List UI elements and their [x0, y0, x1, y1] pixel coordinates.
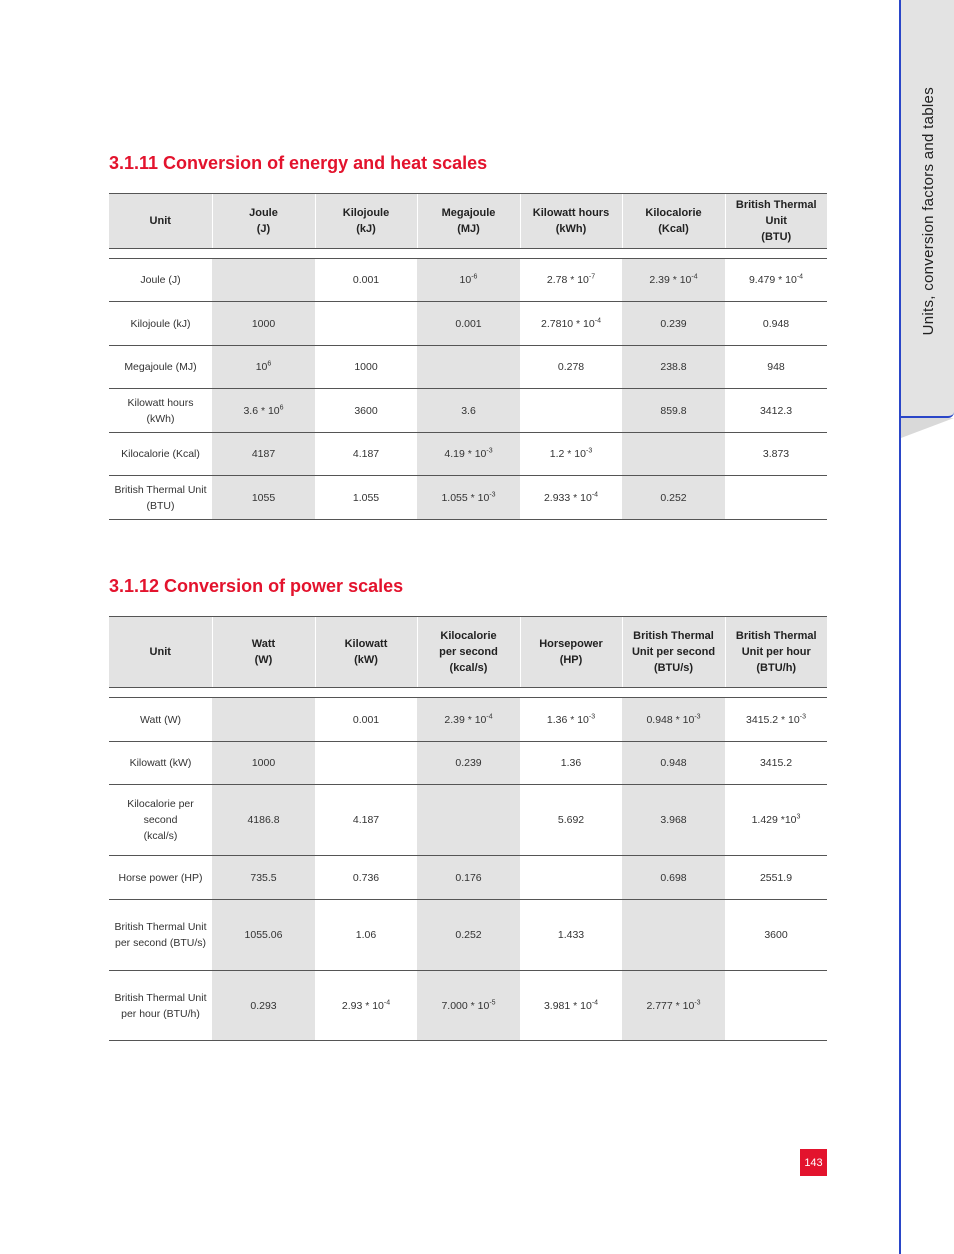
cell-text: 2551.9: [759, 871, 793, 884]
value-cell: [520, 971, 622, 1041]
value-cell: [417, 476, 520, 520]
value-cell: [622, 433, 725, 476]
exponent: -7: [588, 273, 596, 281]
cell-text: 735.5: [250, 871, 277, 884]
energy-header-5: Kilocalorie (Kcal): [622, 194, 725, 249]
energy-table-body: [109, 249, 827, 520]
cell-text: 0.278: [557, 361, 585, 373]
cell-text: 1.055: [352, 491, 380, 504]
value-cell: [315, 389, 417, 433]
cell-text: 0.293: [250, 999, 277, 1012]
cell-text: 2.7810 * 10: [541, 317, 595, 330]
value-cell: [622, 259, 725, 302]
cell-text: 4187: [251, 448, 276, 460]
table-row: [109, 698, 827, 742]
cell-text: Kilocalorie per second (kcal/s): [127, 798, 194, 842]
value-cell: [417, 346, 520, 389]
side-tab-shadow: [901, 418, 954, 438]
exponent: -5: [489, 999, 496, 1006]
energy-header-row: [109, 194, 827, 249]
exponent: -3: [799, 713, 806, 720]
value-cell: [417, 785, 520, 856]
table-row: [109, 389, 827, 433]
value-cell: [520, 698, 622, 742]
value-cell: [725, 971, 827, 1041]
power-header-6: British Thermal Unit per hour (BTU/h): [725, 617, 827, 688]
value-cell: [315, 476, 417, 520]
value-cell: [520, 433, 622, 476]
value-cell: [622, 476, 725, 520]
value-cell: [520, 259, 622, 302]
cell-text: Kilocalorie (Kcal): [121, 448, 200, 460]
value-cell: [417, 856, 520, 900]
energy-header-2: Kilojoule (kJ): [315, 194, 417, 249]
value-cell: [520, 742, 622, 785]
value-cell: [212, 389, 315, 433]
value-cell: [315, 259, 417, 302]
value-cell: [725, 302, 827, 346]
row-label-cell: [109, 346, 212, 389]
cell-text: 1000: [251, 317, 276, 330]
row-label-cell: [109, 856, 212, 900]
table-row: [109, 259, 827, 302]
cell-text: 3415.2: [759, 757, 793, 769]
exponent: 6: [279, 404, 284, 411]
value-cell: [520, 389, 622, 433]
cell-text: 4.19 * 10: [444, 448, 487, 460]
cell-text: 3.6 * 10: [243, 404, 280, 417]
power-table-body: [109, 688, 827, 1041]
cell-text: 1.429 *10: [751, 814, 797, 826]
power-header-4: Horsepower (HP): [520, 617, 622, 688]
row-label-cell: [109, 389, 212, 433]
cell-text: 10: [459, 274, 472, 286]
cell-text: Kilowatt hours (kWh): [127, 396, 194, 425]
value-cell: [622, 302, 725, 346]
value-cell: [725, 433, 827, 476]
value-cell: [315, 856, 417, 900]
value-cell: [622, 900, 725, 971]
value-cell: [725, 785, 827, 856]
value-cell: [622, 856, 725, 900]
value-cell: [622, 346, 725, 389]
value-cell: [212, 259, 315, 302]
cell-text: 3.981 * 10: [543, 999, 592, 1012]
power-spacer-row: [109, 688, 827, 698]
exponent: -4: [591, 999, 599, 1006]
cell-text: British Thermal Unit (BTU): [114, 483, 207, 512]
value-cell: [315, 433, 417, 476]
row-label-cell: [109, 698, 212, 742]
cell-text: 1000: [251, 757, 276, 769]
value-cell: [212, 971, 315, 1041]
energy-header-6: British Thermal Unit (BTU): [725, 194, 827, 249]
energy-header-4: Kilowatt hours (kWh): [520, 194, 622, 249]
exponent: -4: [691, 273, 698, 281]
row-label-cell: [109, 302, 212, 346]
value-cell: [212, 698, 315, 742]
row-label-cell: [109, 971, 212, 1041]
cell-text: 1.06: [355, 929, 377, 941]
exponent: -4: [796, 273, 804, 281]
row-label-cell: [109, 742, 212, 785]
cell-text: 0.001: [455, 317, 482, 330]
cell-text: 0.001: [352, 713, 380, 726]
table-row: [109, 433, 827, 476]
value-cell: [315, 785, 417, 856]
value-cell: [725, 259, 827, 302]
exponent: -3: [694, 999, 701, 1006]
value-cell: [315, 302, 417, 346]
exponent: -3: [588, 713, 596, 720]
value-cell: [622, 742, 725, 785]
value-cell: [520, 302, 622, 346]
cell-text: 0.252: [660, 491, 687, 504]
cell-text: 2.93 * 10: [341, 999, 384, 1012]
cell-text: 0.239: [660, 317, 687, 330]
value-cell: [622, 698, 725, 742]
value-cell: [725, 389, 827, 433]
cell-text: Joule (J): [140, 274, 181, 286]
cell-text: 0.736: [352, 871, 380, 884]
value-cell: [417, 742, 520, 785]
power-header-row: [109, 617, 827, 688]
value-cell: [417, 389, 520, 433]
value-cell: [315, 742, 417, 785]
value-cell: [622, 971, 725, 1041]
cell-text: 3415.2 * 10: [746, 713, 800, 726]
cell-text: 1.36 * 10: [546, 713, 589, 726]
cell-text: 3600: [354, 404, 378, 417]
cell-text: 2.777 * 10: [646, 999, 695, 1012]
cell-text: 0.001: [352, 274, 380, 286]
value-cell: [212, 742, 315, 785]
exponent: -3: [486, 447, 493, 455]
value-cell: [725, 900, 827, 971]
exponent: -4: [383, 999, 391, 1006]
value-cell: [520, 346, 622, 389]
value-cell: [520, 476, 622, 520]
table-row: [109, 900, 827, 971]
power-header-2: Kilowatt (kW): [315, 617, 417, 688]
value-cell: [725, 476, 827, 520]
power-conversion-table: [109, 616, 827, 1041]
energy-header-1: Joule (J): [212, 194, 315, 249]
value-cell: [315, 900, 417, 971]
cell-text: 1.433: [557, 929, 585, 941]
cell-text: 10: [255, 361, 268, 373]
cell-text: 4.187: [352, 448, 380, 460]
cell-text: 2.933 * 10: [543, 491, 592, 504]
cell-text: 4186.8: [247, 814, 280, 826]
value-cell: [417, 698, 520, 742]
exponent: -6: [471, 273, 478, 281]
value-cell: [622, 785, 725, 856]
value-cell: [417, 302, 520, 346]
value-cell: [212, 346, 315, 389]
value-cell: [212, 785, 315, 856]
value-cell: [212, 900, 315, 971]
cell-text: 0.239: [455, 757, 482, 769]
exponent: -3: [694, 713, 701, 720]
cell-text: 0.948: [762, 317, 790, 330]
cell-text: Megajoule (MJ): [124, 361, 197, 373]
cell-text: 3600: [764, 929, 788, 941]
value-cell: [520, 900, 622, 971]
value-cell: [315, 698, 417, 742]
side-tab-label-box: [908, 71, 948, 351]
energy-conversion-table: [109, 193, 827, 520]
cell-text: 948: [767, 361, 785, 373]
cell-text: 0.698: [660, 871, 687, 884]
row-label-cell: [109, 785, 212, 856]
energy-spacer-row: [109, 249, 827, 259]
exponent: -4: [594, 317, 601, 324]
cell-text: Watt (W): [139, 713, 181, 726]
cell-text: 9.479 * 10: [748, 274, 797, 286]
table-row: [109, 302, 827, 346]
value-cell: [417, 259, 520, 302]
cell-text: 2.39 * 10: [649, 274, 692, 286]
exponent: 6: [267, 360, 272, 368]
cell-text: 3412.3: [759, 404, 793, 417]
exponent: -3: [489, 491, 496, 498]
cell-text: 2.78 * 10: [546, 274, 589, 286]
energy-section-title: 3.1.11 Conversion of energy and heat scales: [109, 153, 488, 173]
row-label-cell: [109, 259, 212, 302]
cell-text: 0.948 * 10: [646, 713, 695, 726]
exponent: -3: [585, 447, 593, 455]
cell-text: 238.8: [660, 361, 687, 373]
cell-text: 0.176: [455, 871, 482, 884]
cell-text: 859.8: [660, 404, 687, 417]
side-tab-label: Units, conversion factors and tables: [919, 86, 937, 336]
row-label-cell: [109, 900, 212, 971]
cell-text: 1.36: [560, 757, 582, 769]
value-cell: [725, 856, 827, 900]
value-cell: [212, 302, 315, 346]
table-row: [109, 346, 827, 389]
power-spacer-cell: [109, 688, 827, 698]
table-row: [109, 785, 827, 856]
cell-text: 3.968: [660, 814, 687, 826]
value-cell: [212, 433, 315, 476]
power-header-3: Kilocalorie per second (kcal/s): [417, 617, 520, 688]
value-cell: [725, 346, 827, 389]
power-header-1: Watt (W): [212, 617, 315, 688]
page-number: 143: [800, 1149, 827, 1176]
cell-text: Horse power (HP): [118, 871, 203, 884]
value-cell: [417, 433, 520, 476]
table-row: [109, 856, 827, 900]
cell-text: Kilojoule (kJ): [130, 317, 191, 330]
value-cell: [212, 856, 315, 900]
exponent: -4: [486, 713, 493, 720]
energy-spacer-cell: [109, 249, 827, 259]
power-header-0: Unit: [109, 617, 212, 688]
energy-header-3: Megajoule (MJ): [417, 194, 520, 249]
cell-text: Kilowatt (kW): [129, 757, 192, 769]
side-divider-line: [899, 416, 901, 1254]
cell-text: 5.692: [557, 814, 585, 826]
cell-text: 3.6: [461, 404, 476, 417]
value-cell: [315, 971, 417, 1041]
power-section-title: 3.1.12 Conversion of power scales: [109, 576, 404, 596]
cell-text: 1055: [251, 491, 276, 504]
cell-text: 0.252: [455, 929, 482, 941]
cell-text: 1.2 * 10: [549, 448, 586, 460]
value-cell: [725, 742, 827, 785]
power-header-5: British Thermal Unit per second (BTU/s): [622, 617, 725, 688]
cell-text: British Thermal Unit per hour (BTU/h): [114, 991, 207, 1020]
cell-text: 2.39 * 10: [444, 713, 487, 726]
value-cell: [315, 346, 417, 389]
row-label-cell: [109, 433, 212, 476]
table-row: [109, 476, 827, 520]
cell-text: 1.055 * 10: [441, 491, 490, 504]
cell-text: 4.187: [352, 814, 380, 826]
cell-text: 7.000 * 10: [441, 999, 490, 1012]
cell-text: British Thermal Unit per second (BTU/s): [114, 921, 207, 949]
table-row: [109, 742, 827, 785]
cell-text: 0.948: [660, 757, 687, 769]
value-cell: [520, 856, 622, 900]
value-cell: [417, 971, 520, 1041]
value-cell: [520, 785, 622, 856]
exponent: 3: [796, 813, 801, 821]
value-cell: [212, 476, 315, 520]
table-row: [109, 971, 827, 1041]
row-label-cell: [109, 476, 212, 520]
value-cell: [417, 900, 520, 971]
cell-text: 1000: [354, 361, 378, 373]
value-cell: [622, 389, 725, 433]
cell-text: 3.873: [762, 448, 790, 460]
value-cell: [725, 698, 827, 742]
energy-header-0: Unit: [109, 194, 212, 249]
exponent: -4: [591, 491, 599, 498]
cell-text: 1055.06: [244, 929, 283, 941]
